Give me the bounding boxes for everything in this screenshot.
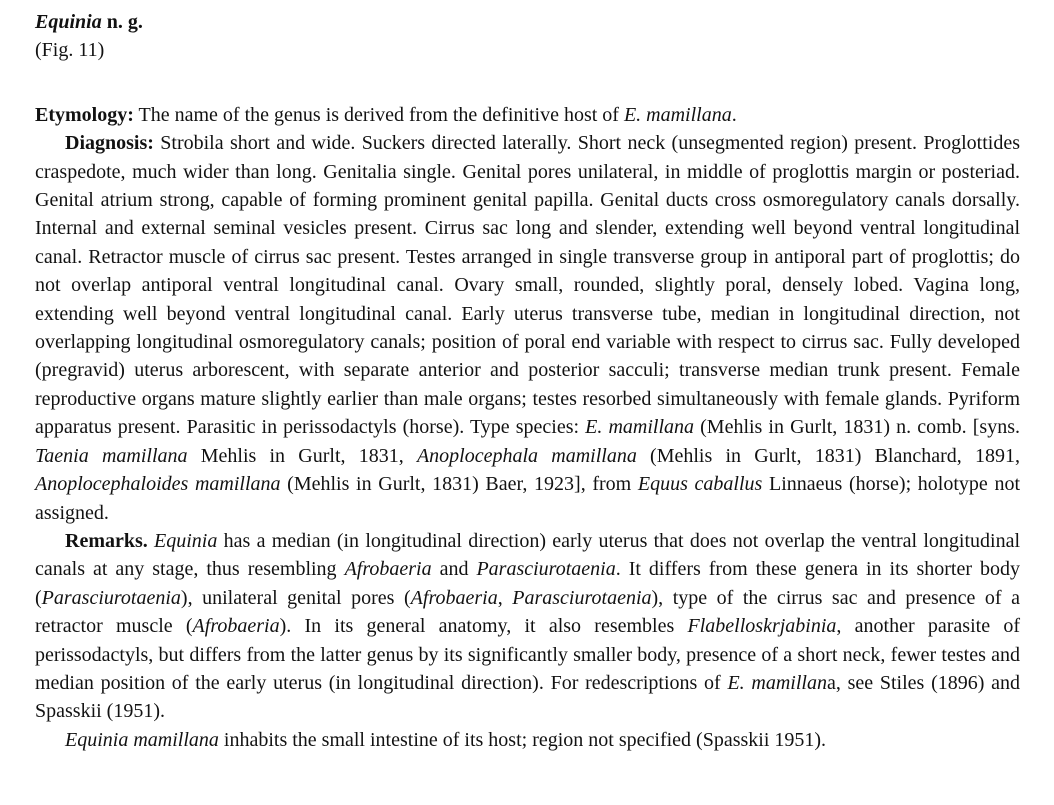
italic-taxon-name: Afrobaeria xyxy=(410,586,498,609)
body-text: . It differs from these genera in its shorter body ( xyxy=(35,558,1020,609)
body-text: (Mehlis in Gurlt, 1831) n. comb. [syns. xyxy=(694,416,1020,439)
body-text: The name of the genus is derived from the definitive host of xyxy=(133,103,624,126)
italic-taxon-name: E. mamillana xyxy=(585,416,695,439)
italic-taxon-name: Parasciurotaenia xyxy=(476,558,616,581)
body-text: . xyxy=(731,103,737,126)
genus-heading xyxy=(35,8,1020,36)
bold-label: Etymology: xyxy=(35,103,134,126)
italic-taxon-name: Anoplocephala mamillana xyxy=(416,444,637,467)
body-text: Strobila short and wide. Suckers directed laterally. Short neck (unsegmented region) present. Proglottides craspedote, much wider than long. Genitalia single. Genital pores unilateral, in middle of proglottis margin or posteriad. Genital atrium strong, capable of forming prominent genital papilla. Genital ducts cross osmoregulatory canals dorsally. Internal and external seminal vesicles present. Cirrus sac long and slender, extending well beyond ventral longitudinal canal. Retractor muscle of cirrus sac present. Testes arranged in single transverse group in antiporal part of proglottis; do not overlap antiporal ventral longitudinal canal. Ovary small, rounded, slightly poral, densely lobed. Vagina long, extending well beyond ventral longitudinal canal. Early uterus transverse tube, median in longitudinal direction, not overlapping longitudinal osmoregulatory canals; position of poral end variable with respect to cirrus sac. Fully developed (pregravid) uterus arborescent, with separate anterior and posterior sacculi; transverse median trunk present. Female reproductive organs mature slightly earlier than male organs; testes resorbed simultaneously with female glands. Pyriform apparatus present. Parasitic in perissodactyls (horse). Type species: xyxy=(35,132,1020,439)
body-text: ). In its general anatomy, it also resembles xyxy=(279,615,688,638)
figure-reference: (Fig. 11) xyxy=(35,39,105,62)
bold-label: Remarks. xyxy=(65,529,148,552)
body-text: Linnaeus (horse); holotype not assigned. xyxy=(35,473,1020,524)
bold-italic-taxon-name: Equinia xyxy=(35,11,102,33)
body-paragraphs xyxy=(35,101,1020,754)
body-text: , another parasite of perissodactyls, but differs from the latter genus by its significantly smaller body, presence of a short neck, fewer testes and median position of the early uterus (in longitudinal direction). For redescriptions of xyxy=(35,615,1020,694)
italic-taxon-name: Flabelloskrjabinia xyxy=(687,615,837,638)
italic-taxon-name: E. mamillan xyxy=(727,671,827,694)
paragraph xyxy=(35,129,1020,527)
italic-taxon-name: Afrobaeria xyxy=(344,558,432,581)
italic-taxon-name: Equinia mamillana xyxy=(65,728,219,751)
body-text: , xyxy=(497,586,513,609)
body-text: (Mehlis in Gurlt, 1831) Baer, 1923], from xyxy=(280,473,638,496)
paragraph xyxy=(35,527,1020,726)
body-text: has a median (in longitudinal direction) early uterus that does not overlap the ventral longitudinal canals at any stage, thus resembling xyxy=(35,529,1021,581)
body-text: ), type of the cirrus sac and presence of a retractor muscle ( xyxy=(35,586,1020,638)
body-text: ), unilateral genital pores ( xyxy=(180,586,411,609)
body-text: inhabits the small intestine of its host; region not specified (Spasskii 1951). xyxy=(218,728,827,751)
paragraph xyxy=(35,726,1020,754)
bold-label: n. g. xyxy=(101,11,143,33)
italic-taxon-name: E. mamillana xyxy=(623,103,732,126)
body-text: Mehlis in Gurlt, 1831, xyxy=(187,444,417,467)
italic-taxon-name: Afrobaeria xyxy=(192,615,280,638)
paragraph xyxy=(35,101,1020,129)
italic-taxon-name: Equus caballus xyxy=(637,473,763,496)
italic-taxon-name: Equinia xyxy=(154,529,218,552)
body-text: a, see Stiles (1896) and Spasskii (1951). xyxy=(35,671,1021,723)
body-text: and xyxy=(431,558,477,581)
bold-label: Diagnosis: xyxy=(65,132,154,155)
body-text: (Mehlis in Gurlt, 1831) Blanchard, 1891, xyxy=(636,444,1021,467)
italic-taxon-name: Taenia mamillana xyxy=(35,444,188,467)
italic-taxon-name: Anoplocephaloides mamillana xyxy=(35,473,281,496)
italic-taxon-name: Parasciurotaenia xyxy=(41,586,181,609)
italic-taxon-name: Parasciurotaenia xyxy=(512,586,652,609)
